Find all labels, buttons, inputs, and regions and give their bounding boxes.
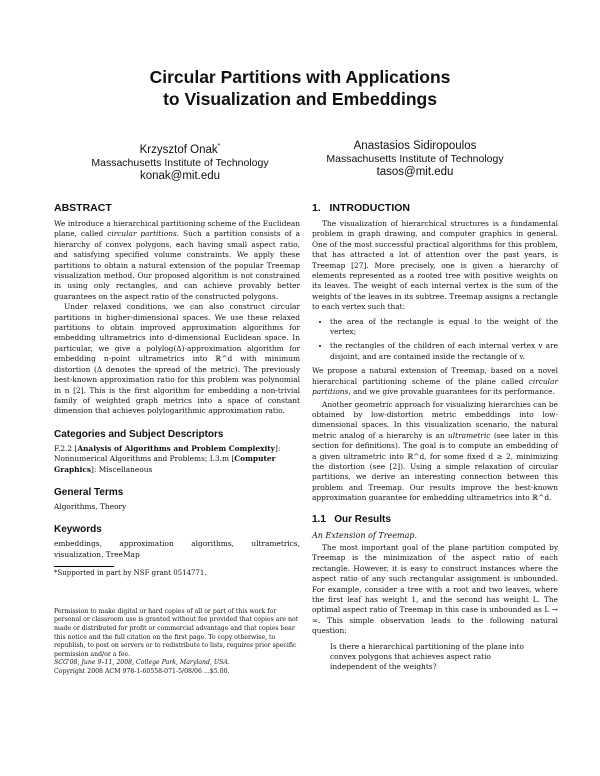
general-terms-text: Algorithms, Theory: [54, 501, 127, 511]
abstract-paragraph-1: We introduce a hierarchical partitioning scheme of the Euclidean plane, called circular partitions. Such a partition consists of a hierarchy of convex polygons, each having small aspect ratio, and satisfying specified volume constraints. We apply these partitions to obtain a natural extension of the popular Treemap visualization method. Our proposed algorithm is not constrained in using only rectangles, and can achieve provably better guarantees on the aspect ratio of the constructed polygons.: [54, 219, 301, 301]
permission-notice: Permission to make digital or hard copies of all or part of this work for personal or classroom use is granted without fee provided that copies are not made or distributed for profit or commercial advantage and that copies bear this notice and the full citation on the first page. To copy otherwise, to republish, to post on servers or to redistribute to lists, requires prior specific permission and/or a fee.: [54, 607, 299, 658]
intro-paragraph-2: We propose a natural extension of Treemap, based on a novel hierarchical partitioning scheme of the plane called circular partitions, and we give provable guarantees for its performance.: [312, 366, 558, 397]
list-item: • the area of the rectangle is equal to the weight of the vertex;: [330, 317, 558, 338]
author-email: tasos@mit.edu: [376, 166, 454, 178]
introduction-heading: 1. INTRODUCTION: [312, 202, 411, 214]
author-1: [80, 140, 280, 183]
extension-heading: An Extension of Treemap.: [312, 530, 418, 540]
author-affiliation: Massachusetts Institute of Technology: [326, 153, 504, 165]
paper-title: [0, 66, 600, 110]
permission-block: [54, 608, 300, 677]
title-line-2: to Visualization and Embeddings: [163, 89, 437, 109]
author-email: konak@mit.edu: [139, 169, 221, 182]
author-2: [315, 140, 515, 179]
research-question: Is there a hierarchical partitioning of the plane into convex polygons that achieves aspect ratio independent of the weights?: [330, 641, 524, 672]
results-heading: 1.1 Our Results: [312, 513, 391, 525]
left-column: [54, 202, 300, 677]
abstract-heading: ABSTRACT: [54, 202, 112, 214]
keywords-heading: Keywords: [54, 524, 102, 536]
requirements-list: [312, 317, 558, 363]
extension-paragraph: The most important goal of the plane partition computed by Treemap is the minimization of the aspect ratio of each rectangle. However, it is easy to construct instances where the aspect ratio of any such rectangular assignment is unbounded. For example, consider a tree with a root and two leaves, where the first leaf has weight 1, and the second has weight L. The optimal aspect ratio of Treemap in this case is unbounded as L → ∞. This simple observation leads to the following natural question:: [312, 542, 558, 636]
intro-paragraph-3: Another geometric approach for visualizing hierarchies can be obtained by low-distortion metric embeddings into low-dimensional spaces. In this visualization scenario, the natural metric analog of a hierarchy is an ultrametric (see later in this section for definitions). The goal is to compute an embedding of a given ultrametric into ℝ^d, for some fixed d ≥ 2, minimizing the distortion (see [2]). Using a simple relaxation of circular partitions, we derive an interesting connection between this problem and Treemap. Our results improve the best-known approximation guarantee for embedding ultrametrics into ℝ^d.: [312, 399, 558, 503]
footnote-mark: *: [217, 143, 221, 150]
categories-text: F.2.2 [Analysis of Algorithms and Problem Complexity]: Nonnumerical Algorithms and Problems; I.3.m [Computer Graphics]: Miscellaneous: [54, 443, 281, 474]
abstract-paragraph-2: Under relaxed conditions, we can also construct circular partitions in higher-dimensional spaces. We use these relaxed partitions to obtain improved approximation algorithms for embedding ultrametrics into d-dimensional Euclidean space. In particular, we give a polylog(Δ)-approximation algorithm for embedding n-point ultrametrics into ℝ^d with minimum distortion (Δ denotes the spread of the metric). The previously best-known approximation ratio for this problem was polynomial in n [2]. This is the first algorithm for embedding a non-trivial family of weighted graph metrics into a space of constant dimension that achieves polylogarithmic approximation ratio.: [54, 302, 300, 416]
footnote-rule: [54, 566, 114, 567]
author-affiliation: Massachusetts Institute of Technology: [91, 156, 269, 169]
right-column: [312, 202, 558, 673]
categories-heading: Categories and Subject Descriptors: [54, 428, 224, 440]
venue-line: SCG'08, June 9–11, 2008, College Park, Maryland, USA.: [54, 659, 230, 667]
author-name: Anastasios Sidiropoulos: [353, 140, 477, 152]
author-name: Krzysztof Onak: [139, 143, 218, 156]
intro-paragraph-1: The visualization of hierarchical structures is a fundamental problem in graph drawing, and computer graphics in general. One of the most successful practical algorithms for this problem, that has attracted a lot of attention over the past years, is Treemap [27]. More precisely, one is given a hierarchy of elements represented as a rooted tree with positive weights on its leaves. The weight of each internal vertex is the sum of the weights of the leaves in its subtree. Treemap assigns a rectangle to each vertex such that:: [312, 219, 558, 312]
keywords-text: embeddings, approximation algorithms, ultrametrics, visualization, TreeMap: [54, 539, 300, 559]
general-terms-heading: General Terms: [54, 486, 124, 498]
title-line-1: Circular Partitions with Applications: [149, 67, 451, 87]
copyright-line: Copyright 2008 ACM 978-1-60558-071-5/08/06 ...$5.00.: [54, 667, 230, 675]
list-item: • the rectangles of the children of each internal vertex v are disjoint, and are contained inside the rectangle of v.: [330, 341, 558, 362]
footnote: *Supported in part by NSF grant 0514771.: [54, 569, 207, 578]
